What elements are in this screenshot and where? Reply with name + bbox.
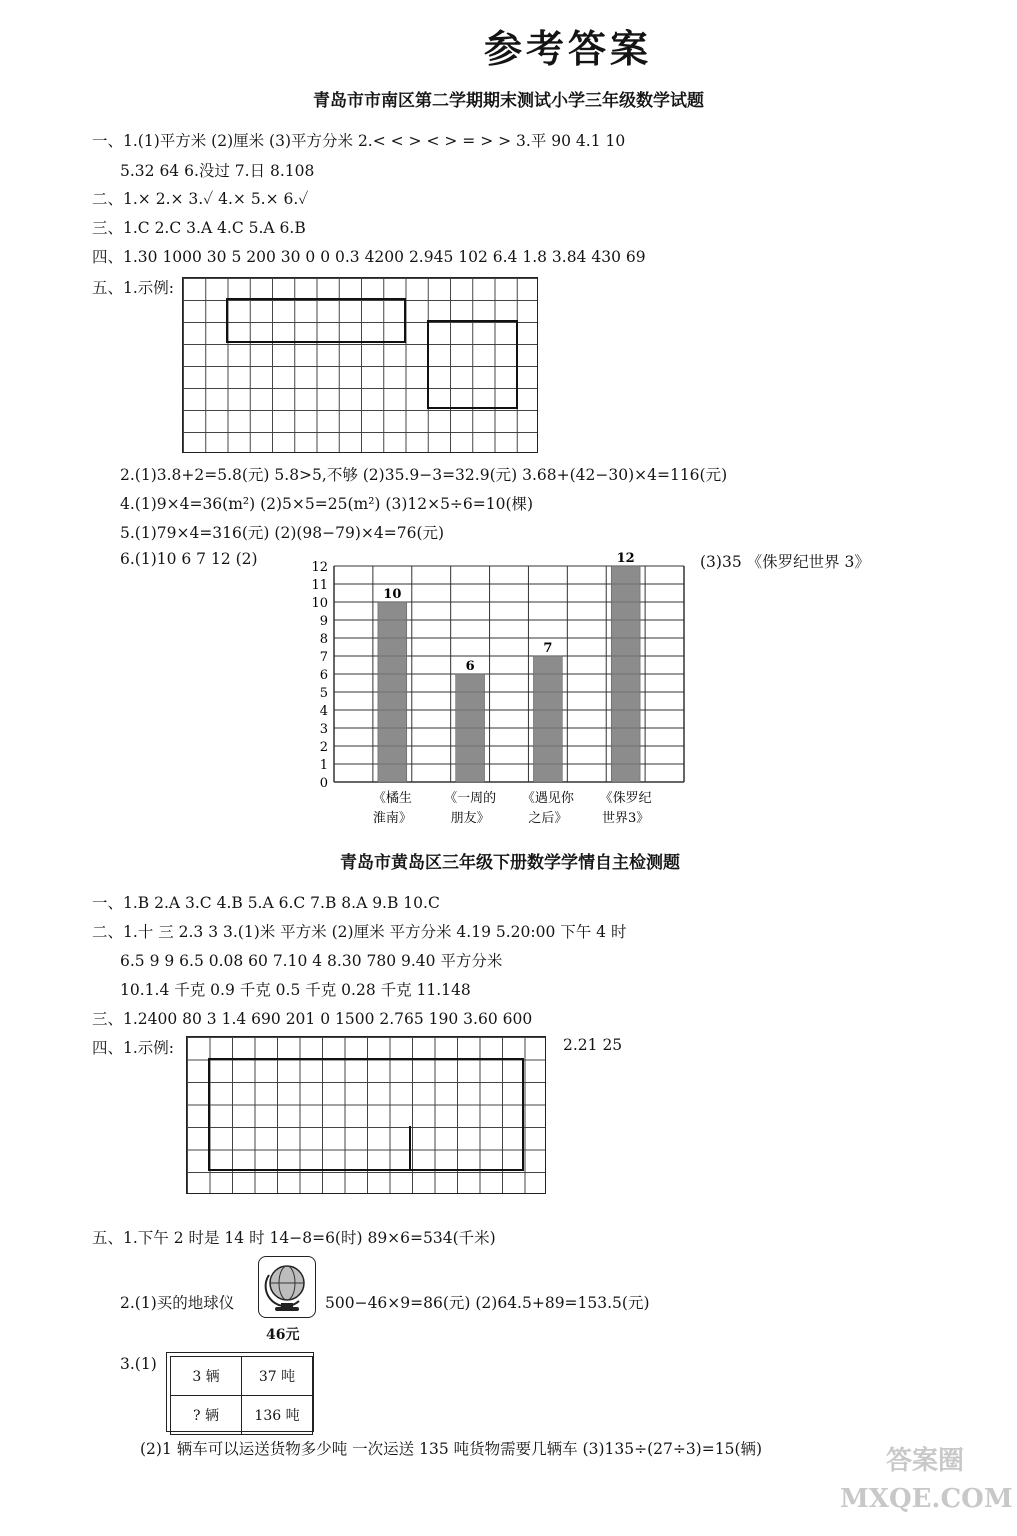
- category-label: 世界3》: [602, 811, 650, 826]
- category-label: 《侏罗纪: [599, 791, 652, 806]
- answer-line: 10.1.4 千克 0.9 千克 0.5 千克 0.28 千克 11.148: [120, 981, 471, 999]
- y-tick-label: 8: [319, 632, 328, 647]
- answer-line: 5.32 64 6.没过 7.日 8.108: [120, 162, 315, 180]
- watermark: 答案圈 MXQE.COM: [840, 1446, 1013, 1514]
- table-row: [171, 1396, 313, 1435]
- answer-line: 二、1.十 三 2.3 3 3.(1)米 平方米 (2)厘米 平方分米 4.19 5.20:00 下午 4 时: [92, 923, 627, 941]
- category-label: 淮南》: [372, 811, 412, 826]
- y-tick-label: 3: [319, 722, 328, 737]
- y-tick-label: 7: [319, 650, 328, 665]
- y-tick-label: 0: [319, 776, 328, 791]
- answer-line: 四、1.30 1000 30 5 200 30 0 0 0.3 4200 2.945 102 6.4 1.8 3.84 430 69: [92, 248, 646, 266]
- table-cell: 3 辆: [171, 1357, 242, 1396]
- answer-line: 二、1.× 2.× 3.✓ 4.× 5.× 6.✓: [92, 190, 309, 208]
- answer-line: 一、1.B 2.A 3.C 4.B 5.A 6.C 7.B 8.A 9.B 10.C: [92, 894, 440, 912]
- answer-line: 5.(1)79×4=316(元) (2)(98−79)×4=76(元): [120, 524, 445, 542]
- table-cell: 37 吨: [242, 1357, 313, 1396]
- data-label: 12: [616, 552, 635, 566]
- y-tick-label: 2: [319, 740, 328, 755]
- y-tick-label: 4: [319, 704, 328, 719]
- answer-line: 一、1.(1)平方米 (2)厘米 (3)平方分米 2.< < > < > = > > 3.平 90 4.1 10: [92, 132, 626, 150]
- example-rectangle-d: [208, 1126, 411, 1171]
- bar: [533, 656, 562, 782]
- table-cell: ? 辆: [171, 1396, 242, 1435]
- answer-line: 6.5 9 9 6.5 0.08 60 7.10 4 8.30 780 9.40 平方分米: [120, 952, 503, 970]
- table-row: [171, 1357, 313, 1396]
- grid-label: 五、1.示例:: [92, 279, 175, 297]
- category-label: 《一周的: [444, 791, 497, 806]
- answer-line: 500−46×9=86(元) (2)64.5+89=153.5(元): [325, 1294, 650, 1312]
- category-label: 《橘生: [372, 791, 412, 806]
- category-label: 之后》: [528, 811, 568, 826]
- answer-line: 三、1.2400 80 3 1.4 690 201 0 1500 2.765 190 3.60 600: [92, 1010, 533, 1028]
- answer-line: 6.(1)10 6 7 12 (2): [120, 550, 258, 568]
- data-label: 6: [465, 659, 475, 674]
- example-rectangle-a: [226, 298, 406, 343]
- globe-icon: [259, 1257, 315, 1317]
- answer-line: 4.(1)9×4=36(m²) (2)5×5=25(m²) (3)12×5÷6=10(棵): [120, 495, 534, 513]
- data-label: 10: [383, 587, 402, 602]
- y-tick-label: 12: [311, 560, 328, 575]
- y-tick-label: 10: [311, 596, 328, 611]
- globe-price: 46元: [266, 1327, 300, 1343]
- answer-line: 2.(1)3.8+2=5.8(元) 5.8>5,不够 (2)35.9−3=32.9(元) 3.68+(42−30)×4=116(元): [120, 466, 728, 484]
- example-rectangle-b: [427, 320, 518, 409]
- vehicle-table: [170, 1356, 313, 1435]
- y-tick-label: 5: [319, 686, 328, 701]
- answer-line: 三、1.C 2.C 3.A 4.C 5.A 6.B: [92, 219, 306, 237]
- answer-line: 2.21 25: [563, 1036, 623, 1054]
- answer-line: (3)35 《侏罗纪世界 3》: [700, 553, 870, 571]
- table-cell: 136 吨: [242, 1396, 313, 1435]
- section-heading-2: 青岛市黄岛区三年级下册数学学情自主检测题: [340, 853, 680, 873]
- y-tick-label: 11: [311, 578, 328, 593]
- answer-line: (2)1 辆车可以运送货物多少吨 一次运送 135 吨货物需要几辆车 (3)135÷(27÷3)=15(辆): [140, 1440, 763, 1458]
- bar-chart: [300, 552, 700, 832]
- data-label: 7: [543, 641, 553, 656]
- globe-illustration: [258, 1256, 316, 1318]
- grid-label: 四、1.示例:: [92, 1039, 175, 1057]
- y-tick-label: 1: [319, 758, 328, 773]
- answer-line: 3.(1): [120, 1355, 157, 1373]
- page-title: 参考答案: [484, 26, 653, 71]
- section-heading-1: 青岛市市南区第二学期期末测试小学三年级数学试题: [313, 91, 704, 111]
- category-label: 朋友》: [450, 811, 490, 826]
- answer-line: 五、1.下午 2 时是 14 时 14−8=6(时) 89×6=534(千米): [92, 1229, 496, 1247]
- y-tick-label: 9: [319, 614, 328, 629]
- y-tick-label: 6: [319, 668, 328, 683]
- answer-line: 2.(1)买的地球仪: [120, 1294, 235, 1312]
- category-label: 《遇见你: [521, 791, 574, 806]
